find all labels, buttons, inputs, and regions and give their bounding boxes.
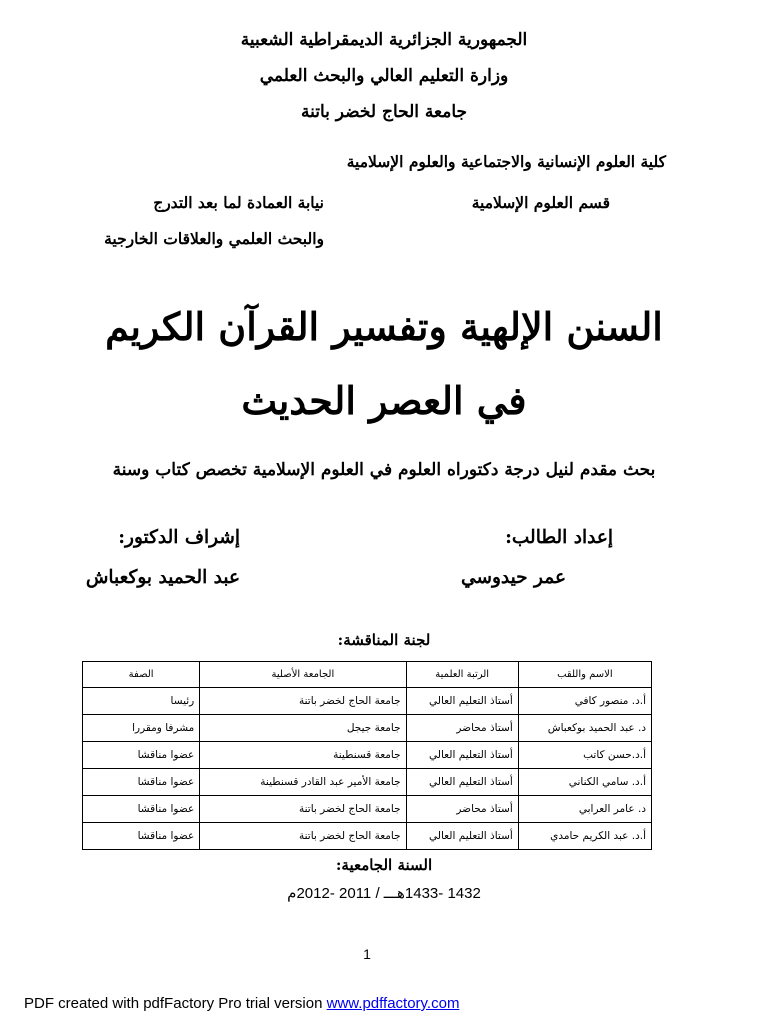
footer-text: PDF created with pdfFactory Pro trial version — [24, 995, 327, 1012]
table-row — [83, 823, 652, 850]
member-rank: أستاذ محاضر — [406, 796, 518, 823]
member-name: د. عبد الحميد بوكعباش — [518, 715, 651, 742]
member-rank: أستاذ التعليم العالي — [406, 823, 518, 850]
header-rank: الرتبة العلمية — [406, 662, 518, 688]
member-rank: أستاذ التعليم العالي — [406, 742, 518, 769]
member-university: جامعة الأمير عبد القادر قسنطينة — [200, 769, 406, 796]
member-university: جامعة الحاج لخضر باتنة — [200, 796, 406, 823]
header-university: الجامعة الأصلية — [200, 662, 406, 688]
academic-year-label: السنة الجامعية: — [335, 856, 433, 874]
member-name: أ.د. سامي الكناني — [518, 769, 651, 796]
table-row — [83, 742, 652, 769]
table-row — [83, 688, 652, 715]
table-row — [83, 769, 652, 796]
faculty-name: كلية العلوم الإنسانية والاجتماعية والعلوم الإسلامية — [346, 152, 666, 171]
member-name: د. عامر العرابي — [518, 796, 651, 823]
member-name: أ.د.حسن كاتب — [518, 742, 651, 769]
member-university: جامعة الحاج لخضر باتنة — [200, 688, 406, 715]
member-rank: أستاذ محاضر — [406, 715, 518, 742]
member-university: جامعة جيجل — [200, 715, 406, 742]
pdf-footer — [24, 995, 459, 1012]
header-name: الاسم واللقب — [518, 662, 651, 688]
member-role: عضوا مناقشا — [83, 823, 200, 850]
footer-link[interactable]: www.pdffactory.com — [326, 995, 460, 1012]
department-name: قسم العلوم الإسلامية — [471, 193, 610, 212]
header-line-ministry: وزارة التعليم العالي والبحث العلمي — [259, 66, 509, 86]
member-name: أ.د. منصور كافي — [518, 688, 651, 715]
member-university: جامعة قسنطينة — [200, 742, 406, 769]
member-role: عضوا مناقشا — [83, 796, 200, 823]
supervisor-name: عبد الحميد بوكعباش — [85, 567, 240, 588]
member-role: مشرفا ومقررا — [83, 715, 200, 742]
table-row — [83, 715, 652, 742]
table-row — [83, 796, 652, 823]
student-label: إعداد الطالب: — [505, 527, 613, 548]
member-role: رئيسا — [83, 688, 200, 715]
member-rank: أستاذ التعليم العالي — [406, 688, 518, 715]
committee-table-header — [83, 662, 652, 688]
thesis-subtitle: بحث مقدم لنيل درجة دكتوراه العلوم في العلوم الإسلامية تخصص كتاب وسنة — [112, 460, 656, 480]
academic-year-value: 1432 -1433هـــ / 2011 -2012م — [287, 885, 481, 902]
thesis-title-line-2: في العصر الحديث — [241, 378, 527, 423]
member-rank: أستاذ التعليم العالي — [406, 769, 518, 796]
header-role: الصفة — [83, 662, 200, 688]
member-university: جامعة الحاج لخضر باتنة — [200, 823, 406, 850]
deanery-line-1: نيابة العمادة لما بعد التدرج — [153, 193, 324, 212]
committee-table — [82, 661, 652, 850]
member-role: عضوا مناقشا — [83, 769, 200, 796]
student-name: عمر حيدوسي — [461, 567, 566, 588]
header-line-university: جامعة الحاج لخضر باتنة — [300, 102, 468, 122]
deanery-line-2: والبحث العلمي والعلاقات الخارجية — [104, 229, 324, 248]
supervisor-label: إشراف الدكتور: — [118, 527, 240, 548]
member-name: أ.د. عبد الكريم حامدي — [518, 823, 651, 850]
thesis-title-line-1: السنن الإلهية وتفسير القرآن الكريم — [105, 304, 663, 349]
header-line-republic: الجمهورية الجزائرية الديمقراطية الشعبية — [240, 30, 528, 50]
member-role: عضوا مناقشا — [83, 742, 200, 769]
page-number: 1 — [363, 946, 371, 962]
committee-title: لجنة المناقشة: — [337, 631, 431, 649]
